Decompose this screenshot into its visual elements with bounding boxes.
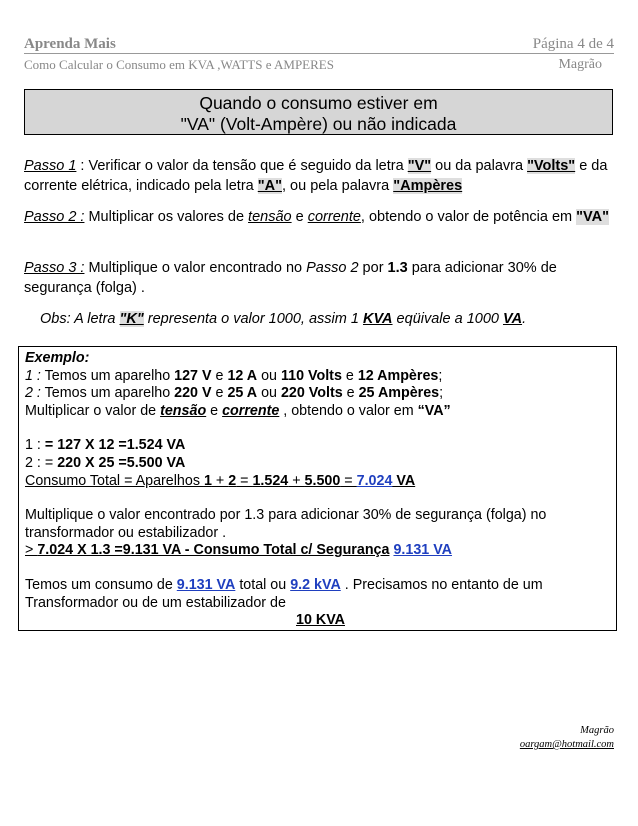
page-header xyxy=(24,36,614,53)
voltage-value: 220 Volts xyxy=(280,385,343,402)
item-number: 1 : xyxy=(25,367,41,384)
example-text: Temos um aparelho xyxy=(40,385,175,402)
obs-text: . xyxy=(522,311,527,327)
total-operand: 1 xyxy=(203,472,212,489)
highlight-va: "VA" xyxy=(576,209,609,225)
word-corrente: corrente xyxy=(307,209,361,225)
va-quote: “VA” xyxy=(417,402,451,419)
final-text: > xyxy=(25,542,38,559)
footer-email-link[interactable]: oargam@hotmail.com xyxy=(519,739,614,750)
step-text: Multiplique o valor encontrado no xyxy=(84,260,307,276)
current-value: 25 A xyxy=(227,385,258,402)
highlight-k: "K" xyxy=(119,311,144,327)
step-text: por xyxy=(358,260,388,276)
highlight-volts: "Volts" xyxy=(527,158,576,174)
example-text: ou xyxy=(257,385,281,402)
step-2 xyxy=(24,207,614,227)
step-2-label: Passo 2 : xyxy=(24,209,85,225)
page-subheader xyxy=(24,57,614,73)
calc-equation: = 127 X 12 =1.524 VA xyxy=(44,437,186,454)
example-line-2 xyxy=(25,385,616,403)
answer-line xyxy=(25,612,616,630)
example-box xyxy=(18,346,617,631)
step-text: , ou pela palavra xyxy=(281,178,394,194)
page-footer xyxy=(520,724,614,752)
total-text: = xyxy=(340,472,357,489)
conclusion-text: Temos um consumo de xyxy=(25,576,177,593)
voltage-value: 110 Volts xyxy=(280,367,342,384)
example-text: Temos um aparelho xyxy=(40,367,175,384)
example-text: e xyxy=(211,367,228,384)
step-text: e da corrente elétrica, indicado pela letra xyxy=(24,158,608,194)
calc-equation: 220 X 25 =5.500 VA xyxy=(57,454,186,471)
conclusion-line-2: Transformador ou de um estabilizador de xyxy=(25,594,286,611)
highlight-a: "A" xyxy=(257,178,282,194)
total-result: 7.024 xyxy=(356,472,393,489)
current-value: 25 Ampères xyxy=(358,385,440,402)
step-text: : Verificar o valor da tensão que é seguido da letra xyxy=(76,158,408,174)
step-text: e xyxy=(291,209,308,225)
current-value: 12 Ampères xyxy=(357,367,439,384)
conclusion-line xyxy=(25,577,616,595)
total-operand: 5.500 xyxy=(304,472,341,489)
kva-term: KVA xyxy=(362,311,393,327)
example-text: ; xyxy=(439,385,444,402)
step-text: ou da palavra xyxy=(431,158,528,174)
example-line-1 xyxy=(25,368,616,386)
item-number: 2 : xyxy=(25,385,41,402)
section-title-line2: "VA" (Volt-Ampère) ou não indicada xyxy=(180,114,457,134)
conclusion-text: total ou xyxy=(235,576,291,593)
step-text: , obtendo o valor de potência em xyxy=(360,209,577,225)
example-text: e xyxy=(211,385,228,402)
example-text: ou xyxy=(257,367,281,384)
obs-text: Obs: A letra xyxy=(40,311,120,327)
total-operand: 1.524 xyxy=(252,472,289,489)
section-title-line1: Quando o consumo estiver em xyxy=(199,93,438,113)
voltage-value: 127 V xyxy=(174,367,212,384)
step-text: Multiplicar os valores de xyxy=(84,209,249,225)
multiply-note: Multiplique o valor encontrado por 1.3 para adicionar 30% de segurança (folga) no xyxy=(25,507,547,524)
example-text: e xyxy=(206,402,223,419)
step-1 xyxy=(24,156,614,196)
spacer xyxy=(25,420,616,437)
total-text: + xyxy=(288,472,305,489)
total-text: = xyxy=(236,472,253,489)
observation-note xyxy=(40,309,630,329)
multiply-note-cont: transformador ou estabilizador . xyxy=(25,524,227,541)
total-text: + xyxy=(211,472,229,489)
obs-text: representa o valor 1000, assim 1 xyxy=(143,311,363,327)
highlight-amperes: "Ampères xyxy=(393,178,463,194)
example-text: e xyxy=(342,385,359,402)
final-line xyxy=(25,542,616,560)
footer-author: Magrão xyxy=(580,725,614,736)
header-author: Magrão xyxy=(558,57,602,72)
example-line-3 xyxy=(25,403,616,421)
word-corrente: corrente xyxy=(222,402,280,419)
step-reference: Passo 2 xyxy=(306,260,359,276)
highlight-v: "V" xyxy=(407,158,432,174)
example-heading: Exemplo: xyxy=(25,350,90,366)
total-line xyxy=(25,473,616,491)
header-divider xyxy=(24,53,614,54)
example-text: ; xyxy=(438,367,443,384)
consumption-kva: 9.2 kVA xyxy=(290,576,341,593)
spacer xyxy=(25,560,616,577)
conclusion-text: . Precisamos no entanto de um xyxy=(340,576,543,593)
step-3 xyxy=(24,258,614,298)
page-number: Página 4 de 4 xyxy=(532,36,614,52)
consumption-va: 9.131 VA xyxy=(176,576,236,593)
spacer xyxy=(25,490,616,507)
calc-line-2 xyxy=(25,455,616,473)
total-operand: 2 xyxy=(228,472,237,489)
answer-value: 10 KVA xyxy=(296,612,345,629)
word-tensao: tensão xyxy=(160,402,207,419)
obs-text: eqüivale a 1000 xyxy=(392,311,503,327)
total-text: Consumo Total = Aparelhos xyxy=(25,472,204,489)
site-name: Aprenda Mais xyxy=(24,36,116,52)
safety-factor: 1.3 xyxy=(387,260,408,276)
section-title-box xyxy=(24,89,613,135)
final-equation: 7.024 X 1.3 =9.131 VA - Consumo Total c/ Segurança xyxy=(37,542,390,559)
example-text: , obtendo o valor em xyxy=(279,402,418,419)
step-3-label: Passo 3 : xyxy=(24,260,85,276)
final-result: 9.131 VA xyxy=(393,542,453,559)
document-subtitle: Como Calcular o Consumo em KVA ,WATTS e AMPERES xyxy=(24,57,334,72)
calc-number: 2 : = xyxy=(25,454,58,471)
calc-line-1 xyxy=(25,437,616,455)
step-text: para adicionar 30% de segurança (folga) . xyxy=(24,260,557,296)
current-value: 12 A xyxy=(227,367,258,384)
example-text: Multiplicar o valor de xyxy=(25,402,161,419)
voltage-value: 220 V xyxy=(174,385,212,402)
calc-number: 1 : xyxy=(25,437,45,454)
example-text: e xyxy=(341,367,358,384)
step-1-label: Passo 1 xyxy=(24,158,77,174)
total-unit: VA xyxy=(392,472,416,489)
word-tensao: tensão xyxy=(248,209,292,225)
va-term: VA xyxy=(502,311,523,327)
